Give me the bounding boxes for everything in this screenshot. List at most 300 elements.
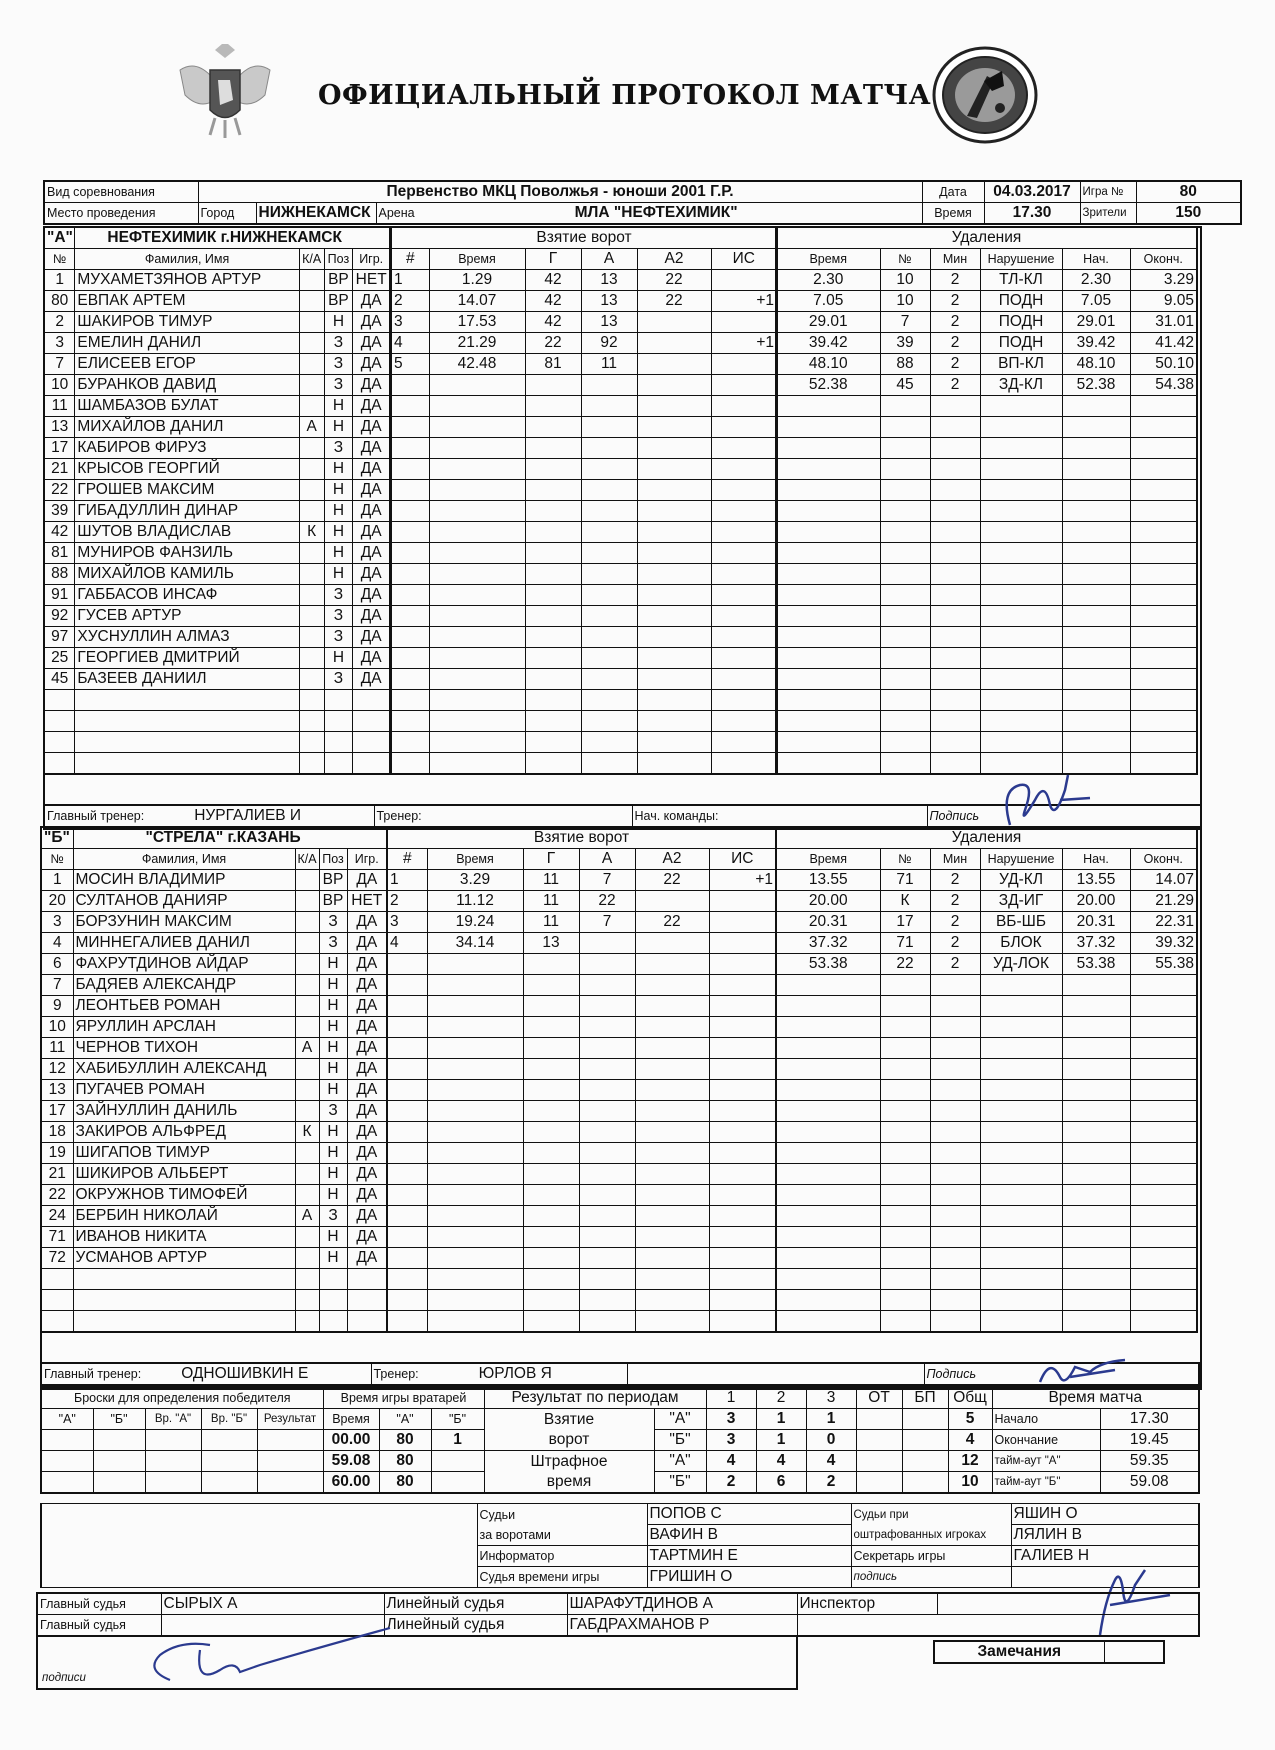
penalty-player — [880, 1290, 930, 1311]
shootout-title: Броски для определения победителя — [41, 1387, 323, 1409]
player-position: З — [319, 933, 347, 954]
penalty-player — [880, 648, 930, 669]
goal-time — [429, 375, 525, 396]
player-position: Н — [324, 648, 353, 669]
penalty-minutes — [930, 690, 980, 711]
player-name: БАДЯЕВ АЛЕКСАНДР — [73, 975, 295, 996]
player-name: КАБИРОВ ФИРУЗ — [75, 438, 299, 459]
goals-team-a-label: "А" — [654, 1409, 706, 1430]
timekeeper-label: Судья времени игры — [477, 1567, 647, 1588]
penalty-time — [776, 1227, 880, 1248]
player-name: МУНИРОВ ФАНЗИЛЬ — [75, 543, 299, 564]
table-row — [776, 312, 1197, 333]
player-played: ДА — [347, 1185, 387, 1206]
penalty-start: 37.32 — [1062, 933, 1130, 954]
penalty-start — [1062, 1164, 1130, 1185]
penalty-end — [1130, 753, 1197, 775]
goal-scorer — [525, 564, 581, 585]
penalty-end — [1130, 1122, 1197, 1143]
player-role — [295, 1101, 319, 1122]
penalty-start — [1062, 1185, 1130, 1206]
goal-assist — [581, 375, 637, 396]
goal-situation — [711, 753, 777, 775]
goal-assist-2 — [635, 975, 709, 996]
place-label: Место проведения — [44, 203, 198, 225]
goals-label-1: Взятие — [543, 1410, 595, 1428]
penalty-start — [1062, 1311, 1130, 1333]
goal-assist-2 — [637, 417, 711, 438]
remarks-table — [933, 1640, 1165, 1664]
team-a-penalties — [775, 226, 1198, 775]
shootout-cell — [257, 1472, 323, 1494]
team-a-name — [75, 227, 390, 249]
goal-scorer — [523, 1164, 579, 1185]
player-position: З — [324, 669, 353, 690]
goal-assist-2 — [637, 627, 711, 648]
player-played: ДА — [353, 375, 390, 396]
team-a-name-text: НЕФТЕХИМИК г.НИЖНЕКАМСК — [107, 229, 342, 246]
penalty-minutes — [930, 438, 980, 459]
table-row — [387, 1290, 776, 1311]
player-played: НЕТ — [353, 270, 390, 291]
team-a-pens-header-0: Время — [776, 249, 880, 270]
player-number: 13 — [41, 1080, 73, 1101]
penalty-minutes — [930, 753, 980, 775]
table-row — [391, 627, 777, 648]
player-role: К — [299, 522, 324, 543]
player-played: ДА — [353, 606, 390, 627]
table-row — [391, 438, 777, 459]
federation-emblem — [170, 40, 280, 140]
goal-assist — [579, 1017, 635, 1038]
penalty-time — [776, 1311, 880, 1333]
table-row — [391, 648, 777, 669]
table-row — [387, 1080, 776, 1101]
team-b-name — [73, 827, 387, 849]
penalty-judge-2: ЛЯЛИН В — [1011, 1525, 1199, 1546]
table-row — [391, 522, 777, 543]
goal-time — [427, 1038, 523, 1059]
goal-index — [387, 1185, 427, 1206]
player-number: 3 — [41, 912, 73, 933]
player-name — [75, 711, 299, 732]
team-a-coach-signature — [990, 770, 1100, 830]
player-number: 11 — [41, 1038, 73, 1059]
player-position — [319, 1269, 347, 1290]
table-row — [387, 1227, 776, 1248]
table-row — [391, 459, 777, 480]
goal-scorer — [525, 543, 581, 564]
player-name: ГЕОРГИЕВ ДМИТРИЙ — [75, 648, 299, 669]
player-position — [319, 1290, 347, 1311]
penalty-infraction — [980, 564, 1062, 585]
penalty-end: 41.42 — [1130, 333, 1197, 354]
table-row — [44, 732, 390, 753]
penalty-time: 53.38 — [776, 954, 880, 975]
goal-assist — [581, 690, 637, 711]
spectators-value: 150 — [1136, 203, 1241, 225]
goal-scorer — [523, 1080, 579, 1101]
goal-scorer — [523, 1143, 579, 1164]
goal-assist-2 — [635, 954, 709, 975]
table-row — [387, 1017, 776, 1038]
goal-assist-2 — [635, 1080, 709, 1101]
table-row — [391, 711, 777, 732]
goals-b-p3: 0 — [806, 1430, 856, 1451]
penalty-infraction — [980, 1101, 1062, 1122]
player-played — [347, 1311, 387, 1333]
goal-index — [391, 543, 429, 564]
goal-assist-2 — [637, 333, 711, 354]
goal-assist: 13 — [581, 312, 637, 333]
penalty-minutes — [930, 1059, 980, 1080]
pim-b-p1: 2 — [706, 1472, 756, 1494]
goal-assist-2 — [637, 459, 711, 480]
player-played — [347, 1290, 387, 1311]
penalty-time — [776, 459, 880, 480]
player-number: 39 — [44, 501, 75, 522]
goals-a-p2: 1 — [756, 1409, 806, 1430]
goal-scorer: 22 — [525, 333, 581, 354]
penalty-time — [776, 975, 880, 996]
player-number: 20 — [41, 891, 73, 912]
table-row — [776, 1143, 1197, 1164]
table-row — [776, 606, 1197, 627]
penalty-start — [1062, 438, 1130, 459]
goal-situation: +1 — [711, 291, 777, 312]
penalty-start: 20.31 — [1062, 912, 1130, 933]
pim-a-p2: 4 — [756, 1451, 806, 1472]
team-b-head-coach-label: Главный тренер: — [44, 1367, 142, 1381]
penalty-start — [1062, 522, 1130, 543]
goal-assist — [579, 1101, 635, 1122]
goal-time — [427, 1080, 523, 1101]
team-b-goals-header-3: А — [579, 849, 635, 870]
arena-value: МЛА "НЕФТЕХИМИК" — [574, 204, 738, 221]
penalty-time — [776, 1059, 880, 1080]
goal-situation — [711, 501, 777, 522]
player-role — [295, 1248, 319, 1269]
goal-situation — [709, 933, 776, 954]
penalty-time — [776, 1206, 880, 1227]
goal-time — [429, 417, 525, 438]
goal-assist-2 — [635, 1143, 709, 1164]
player-position: Н — [319, 1038, 347, 1059]
period-col-total: Общ — [948, 1387, 992, 1409]
penalty-end — [1130, 585, 1197, 606]
penalty-minutes — [930, 459, 980, 480]
goal-assist — [579, 1185, 635, 1206]
penalty-infraction — [980, 1143, 1062, 1164]
timeout-b-label: тайм-аут "Б" — [992, 1472, 1100, 1494]
shootout-cell — [201, 1451, 257, 1472]
penalty-infraction — [980, 459, 1062, 480]
goal-index — [391, 732, 429, 753]
goal-assist-2 — [635, 1122, 709, 1143]
goal-assist — [579, 1122, 635, 1143]
player-name: ЛЕОНТЬЕВ РОМАН — [73, 996, 295, 1017]
penalty-end — [1130, 996, 1197, 1017]
penalty-player — [880, 606, 930, 627]
player-number: 81 — [44, 543, 75, 564]
goal-time: 19.24 — [427, 912, 523, 933]
goal-scorer: 11 — [523, 891, 579, 912]
player-role — [299, 627, 324, 648]
penalty-time — [776, 1185, 880, 1206]
player-position: Н — [324, 459, 353, 480]
penalty-start — [1062, 627, 1130, 648]
goal-assist-2 — [637, 669, 711, 690]
goal-index — [387, 1164, 427, 1185]
team-b-name-text: "СТРЕЛА" г.КАЗАНЬ — [145, 829, 301, 846]
penalty-minutes — [930, 1101, 980, 1122]
penalty-player — [880, 522, 930, 543]
team-b-coach-row — [40, 1362, 1200, 1386]
penalty-minutes — [930, 1311, 980, 1333]
penalty-player: 71 — [880, 933, 930, 954]
goal-index — [391, 711, 429, 732]
goal-index — [391, 690, 429, 711]
table-row — [776, 648, 1197, 669]
goal-scorer — [525, 585, 581, 606]
player-role — [299, 501, 324, 522]
table-row — [44, 312, 390, 333]
penalty-infraction — [980, 501, 1062, 522]
penalty-player — [880, 1143, 930, 1164]
end-label: Окончание — [992, 1430, 1100, 1451]
player-played: ДА — [347, 975, 387, 996]
time-label: Время — [922, 203, 984, 225]
player-played — [353, 732, 390, 753]
table-row — [44, 375, 390, 396]
table-row — [391, 354, 777, 375]
penalty-infraction — [980, 996, 1062, 1017]
table-row — [776, 333, 1197, 354]
player-position — [319, 1311, 347, 1333]
penalty-player: 17 — [880, 912, 930, 933]
goal-scorer — [523, 975, 579, 996]
pim-label — [484, 1451, 654, 1494]
inspector-label: Инспектор — [797, 1593, 937, 1615]
table-row — [776, 690, 1197, 711]
team-b-roster — [40, 826, 388, 1333]
officials-left-empty — [41, 1504, 477, 1567]
goal-assist: 22 — [579, 891, 635, 912]
table-row — [776, 291, 1197, 312]
goal-index — [387, 996, 427, 1017]
goal-time — [429, 543, 525, 564]
player-name: ГИБАДУЛЛИН ДИНАР — [75, 501, 299, 522]
player-role — [299, 480, 324, 501]
player-role — [299, 291, 324, 312]
penalty-minutes: 2 — [930, 333, 980, 354]
player-played: ДА — [353, 459, 390, 480]
penalty-player: 45 — [880, 375, 930, 396]
goal-time — [429, 564, 525, 585]
goal-index — [387, 1017, 427, 1038]
goal-assist-2 — [635, 1290, 709, 1311]
player-role — [299, 543, 324, 564]
goal-index — [391, 417, 429, 438]
table-row — [41, 996, 387, 1017]
table-row — [776, 1248, 1197, 1269]
penalty-minutes: 2 — [930, 912, 980, 933]
table-row — [391, 270, 777, 291]
goal-index: 3 — [387, 912, 427, 933]
penalty-minutes — [930, 1164, 980, 1185]
penalty-time — [776, 1248, 880, 1269]
team-a-roster-header-1: Фамилия, Имя — [75, 249, 299, 270]
penalty-player — [880, 396, 930, 417]
penalty-time — [776, 585, 880, 606]
goal-situation — [711, 480, 777, 501]
table-row — [41, 870, 387, 891]
penalty-time — [776, 1290, 880, 1311]
team-b-goals-header-5: ИС — [709, 849, 776, 870]
penalty-end — [1130, 543, 1197, 564]
penalty-player — [880, 627, 930, 648]
penalty-start — [1062, 711, 1130, 732]
goal-scorer — [525, 501, 581, 522]
penalty-infraction — [980, 1269, 1062, 1290]
table-row — [44, 522, 390, 543]
penalty-time — [776, 438, 880, 459]
penalty-end: 21.29 — [1130, 891, 1197, 912]
penalty-infraction — [980, 396, 1062, 417]
table-row — [41, 1269, 387, 1290]
penalty-infraction: ВП-КЛ — [980, 354, 1062, 375]
table-row — [387, 1038, 776, 1059]
goal-assist — [579, 1038, 635, 1059]
goal-index — [391, 627, 429, 648]
goal-assist-2 — [637, 648, 711, 669]
team-a-goals-header-5: ИС — [711, 249, 777, 270]
player-position: Н — [319, 1059, 347, 1080]
goal-assist: 13 — [581, 270, 637, 291]
penalty-minutes — [930, 1227, 980, 1248]
penalty-start: 39.42 — [1062, 333, 1130, 354]
goal-time — [427, 1206, 523, 1227]
goal-situation — [709, 1038, 776, 1059]
team-b-head-coach: ОДНОШИВКИН Е — [181, 1365, 309, 1382]
penalty-start: 7.05 — [1062, 291, 1130, 312]
player-name: ЗАКИРОВ АЛЬФРЕД — [73, 1122, 295, 1143]
table-row — [776, 270, 1197, 291]
team-b-goals-header-0: # — [387, 849, 427, 870]
goal-situation — [709, 1122, 776, 1143]
team-b-letter: "Б" — [41, 827, 73, 849]
player-played: ДА — [353, 417, 390, 438]
penalty-judges-label-2: оштрафованных игроках — [853, 1528, 987, 1541]
goal-time — [427, 1122, 523, 1143]
team-a-chief-cell — [632, 805, 927, 827]
player-number: 72 — [41, 1248, 73, 1269]
goal-assist — [579, 954, 635, 975]
player-role — [295, 1164, 319, 1185]
table-row — [776, 732, 1197, 753]
player-number: 22 — [41, 1185, 73, 1206]
penalty-time — [776, 753, 880, 775]
table-row — [44, 753, 390, 775]
player-position: Н — [319, 1080, 347, 1101]
penalty-player — [880, 669, 930, 690]
goal-assist-2 — [635, 1227, 709, 1248]
date-label: Дата — [922, 181, 984, 203]
player-name: ШАМБАЗОВ БУЛАТ — [75, 396, 299, 417]
penalty-end: 54.38 — [1130, 375, 1197, 396]
penalty-end — [1130, 1080, 1197, 1101]
goal-assist-2: 22 — [637, 270, 711, 291]
player-name: МИХАЙЛОВ ДАНИЛ — [75, 417, 299, 438]
table-row — [387, 954, 776, 975]
table-row — [776, 912, 1197, 933]
pim-a-p3: 4 — [806, 1451, 856, 1472]
goal-assist: 92 — [581, 333, 637, 354]
table-row — [44, 333, 390, 354]
player-number: 92 — [44, 606, 75, 627]
team-a-pens-header-2: Мин — [930, 249, 980, 270]
team-b-head-coach-cell — [41, 1363, 371, 1385]
penalty-start — [1062, 648, 1130, 669]
player-name — [75, 732, 299, 753]
goal-situation — [711, 564, 777, 585]
informer-value: ТАРТМИН Е — [647, 1546, 851, 1567]
shootout-cell — [257, 1451, 323, 1472]
shootout-col-result: Результат — [257, 1409, 323, 1430]
player-name: ОКРУЖНОВ ТИМОФЕЙ — [73, 1185, 295, 1206]
penalty-time: 37.32 — [776, 933, 880, 954]
goal-scorer: 13 — [523, 933, 579, 954]
player-number: 9 — [41, 996, 73, 1017]
player-played: ДА — [347, 1248, 387, 1269]
penalty-infraction: ПОДН — [980, 291, 1062, 312]
goal-assist-2 — [637, 606, 711, 627]
gk-col-b: "Б" — [431, 1409, 484, 1430]
goal-scorer — [523, 1290, 579, 1311]
penalty-minutes — [930, 648, 980, 669]
goal-assist-2 — [637, 438, 711, 459]
player-position: ВР — [319, 891, 347, 912]
penalty-player — [880, 585, 930, 606]
penalty-player — [880, 711, 930, 732]
penalty-infraction — [980, 1227, 1062, 1248]
player-role — [299, 690, 324, 711]
goal-situation — [711, 375, 777, 396]
goals-b-so — [902, 1430, 948, 1451]
table-row — [44, 501, 390, 522]
period-col-2: 2 — [756, 1387, 806, 1409]
goal-situation — [709, 1143, 776, 1164]
competition-value: Первенство МКЦ Поволжья - юноши 2001 Г.Р. — [198, 181, 922, 203]
penalty-time: 29.01 — [776, 312, 880, 333]
penalty-minutes: 2 — [930, 270, 980, 291]
penalty-minutes — [930, 480, 980, 501]
team-b-goals-title: Взятие ворот — [387, 827, 776, 849]
penalty-judges-label-1: Судьи при — [853, 1508, 909, 1521]
goal-assist-2 — [637, 522, 711, 543]
player-number: 18 — [41, 1122, 73, 1143]
player-played: ДА — [347, 1164, 387, 1185]
table-row — [41, 1311, 387, 1333]
penalty-time — [776, 732, 880, 753]
penalty-infraction — [980, 627, 1062, 648]
penalty-player — [880, 1164, 930, 1185]
penalty-infraction — [980, 1185, 1062, 1206]
table-row — [387, 996, 776, 1017]
table-row — [776, 1017, 1197, 1038]
goal-situation — [711, 543, 777, 564]
goal-assist — [579, 1164, 635, 1185]
